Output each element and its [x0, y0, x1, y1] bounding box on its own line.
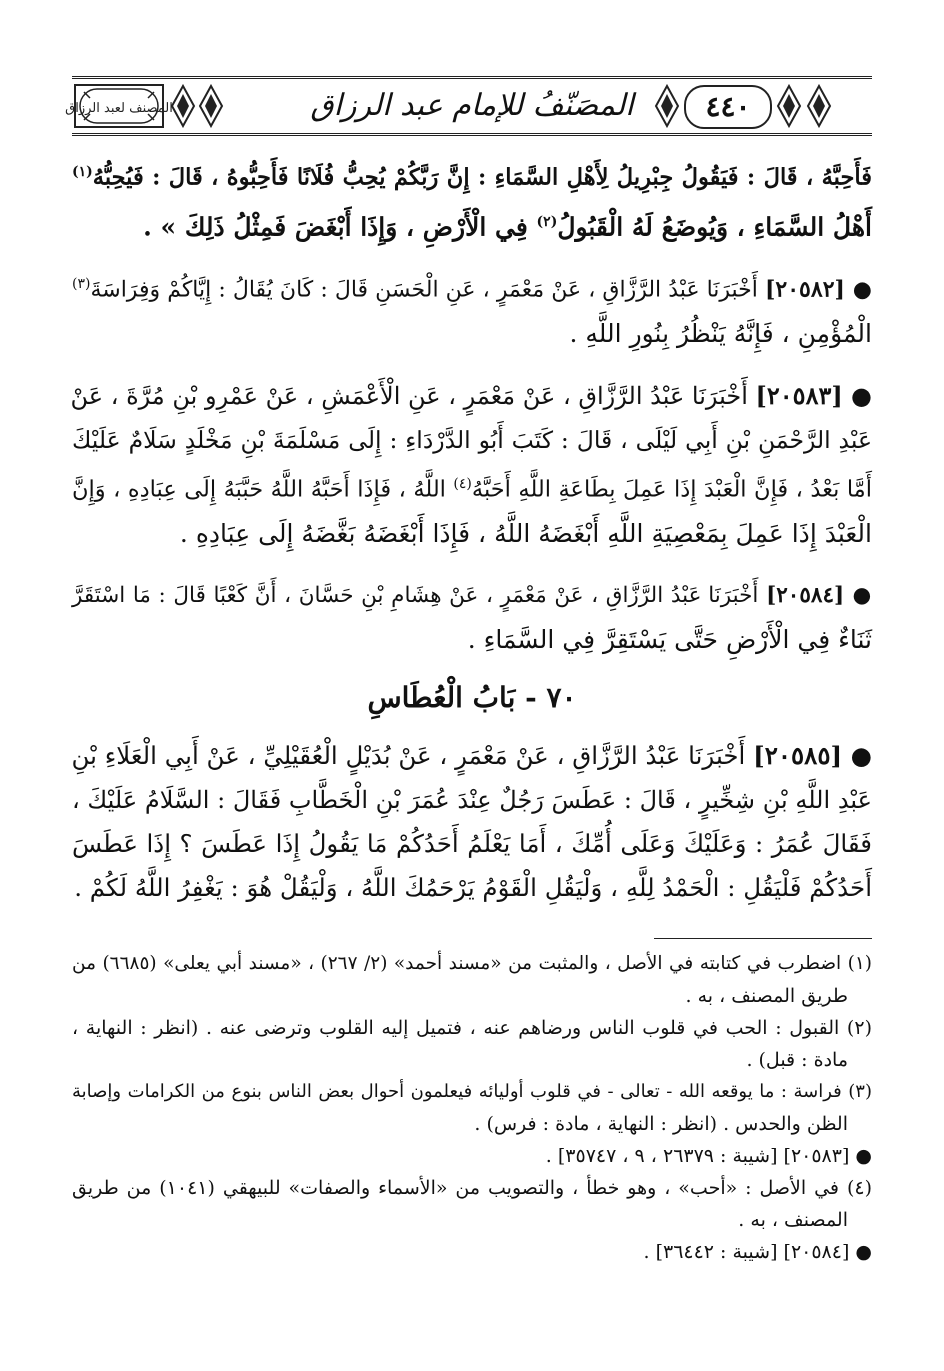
text-line	[72, 312, 872, 356]
footnote-line: (٤) في الأصل : «أحب» ، وهو خطأ ، والتصويب من «الأسماء والصفات» للبيهقي (١٠٤١) من طريق	[72, 1177, 872, 1199]
footnote-line: (٣) فراسة : ما يوقعه الله - تعالى - في قلوب أوليائه فيعلمون أحوال بعض الناس بنوع من الكرامات وإصابة	[72, 1081, 872, 1102]
text-span: أَحَدُكُمْ فَلْيَقُلِ : الْحَمْدُ لِلَّهِ ، وَلْيَقُلِ الْقَوْمُ يَرْحَمُكَ اللَّهُ ، وَلْيَقُلْ هُوَ : يَغْفِرُ اللَّهُ لَكُمْ .	[74, 873, 872, 902]
text-span: الْعَبْدَ إِذَا عَمِلَ بِمَعْصِيَةِ اللَّهِ أَبْغَضَهُ اللَّهُ ، فَإِذَا أَبْغَضَهُ بَغَّضَهُ إِلَى عِبَادِهِ .	[179, 518, 872, 548]
cross-reference: ● [٢٠٥٨٣] [شيبة : ٢٦٣٧٩ ، ٩ ، ٣٥٧٤٧] .	[545, 1145, 872, 1167]
page-header	[65, 76, 872, 136]
svg-text:المصنف لعبد الرزاق: المصنف لعبد الرزاق	[65, 101, 173, 116]
text-span: أَخْبَرَنَا عَبْدُ الرَّزَّاقِ ، عَنْ مَعْمَرٍ ، عَنْ بُدَيْلٍ الْعُقَيْلِيِّ ، عَنْ أَبِي الْعَلَاءِ بْنِ	[71, 741, 746, 770]
text-line	[72, 262, 872, 312]
text-line	[72, 200, 872, 249]
hadith-20582	[72, 262, 872, 356]
text-line	[72, 150, 872, 200]
text-span: أَخْبَرَنَا عَبْدُ الرَّزَّاقِ ، عَنْ مَعْمَرٍ ، عَنِ الْحَسَنِ قَالَ : كَانَ يُقَالُ : إِيَّاكُمْ وَفِرَاسَةَ	[90, 277, 758, 303]
footnote-line: الظن والحدس . (انظر : النهاية ، مادة : فرس) .	[474, 1113, 848, 1135]
text-line	[72, 778, 872, 822]
footnote-line: المصنف ، به .	[738, 1209, 848, 1231]
text-span: أَخْبَرَنَا عَبْدُ الرَّزَّاقِ ، عَنْ مَعْمَرٍ ، عَنْ هِشَامِ بْنِ حَسَّانَ ، أَنَّ كَعْبًا قَالَ : مَا اسْتَقَرَّ	[72, 583, 759, 608]
diamond-ornament-icon	[776, 84, 802, 128]
text-span: فَأَحِبَّهُ ، قَالَ : فَيَقُولُ جِبْرِيلُ لِأَهْلِ السَّمَاءِ : إِنَّ رَبَّكُمْ يُحِبُّ فُلَانًا فَأَحِبُّوهُ ، قَالَ : فَيُحِبُّهُ	[92, 164, 872, 191]
page-number: ٤٤٠	[684, 85, 772, 129]
text-span: أَهْلُ السَّمَاءِ ، وَيُوضَعُ لَهُ الْقَبُولُ	[557, 211, 872, 241]
text-line	[72, 418, 872, 462]
header-top-rule	[72, 76, 872, 79]
diamond-ornament-icon	[806, 84, 832, 128]
chapter-heading: ٧٠ - بَابُ الْعُطَاسِ	[367, 681, 577, 714]
diamond-ornament-icon	[198, 84, 224, 128]
text-span: أَمَّا بَعْدُ ، فَإِنَّ الْعَبْدَ إِذَا عَمِلَ بِطَاعَةِ اللَّهِ أَحَبَّهُ	[471, 476, 872, 503]
footnote-line: (١) اضطرب في كتابته في الأصل ، والمثبت من «مسند أحمد» (٢/ ٢٦٧) ، «مسند أبي يعلى» (٦٦٨٥) من	[72, 953, 872, 974]
footnote-ref: (٣)	[72, 276, 91, 292]
text-span: ثَنَاءٌ فِي الْأَرْضِ حَتَّى يَسْتَقِرَّ فِي السَّمَاءِ .	[467, 625, 872, 654]
text-span: اللَّهُ ، فَإِذَا أَحَبَّهُ اللَّهُ حَبَّبَهُ إِلَى عِبَادِهِ ، وَإِنَّ	[72, 476, 446, 503]
continuation-paragraph	[72, 150, 872, 249]
footnote-ref: (٢)	[536, 213, 558, 230]
footnotes	[72, 948, 872, 1268]
text-line	[72, 822, 872, 866]
hadith-number: ● [٢٠٥٨٤]	[766, 583, 873, 608]
hadith-number: ● [٢٠٥٨٥]	[753, 741, 872, 770]
text-span: عَبْدِ اللَّهِ بْنِ شِخِّيرٍ ، قَالَ : عَطَسَ رَجُلٌ عِنْدَ عُمَرَ بْنِ الْخَطَّابِ فَقَالَ : السَّلَامُ عَلَيْكَ ،	[72, 786, 872, 814]
footnote-line: طريق المصنف ، به .	[685, 985, 848, 1007]
footnote-ref: (٤)	[453, 476, 472, 492]
text-line	[72, 734, 872, 778]
text-span: الْمُؤْمِنِ ، فَإِنَّهُ يَنْظُرُ بِنُورِ اللَّهِ .	[569, 319, 872, 349]
header-bottom-rule	[72, 133, 872, 136]
ornament-emblem-icon	[65, 84, 173, 128]
hadith-number: ● [٢٠٥٨٣]	[755, 381, 872, 410]
hadith-20585	[72, 734, 872, 910]
footnote-line: (٢) القبول : الحب في قلوب الناس ورضاهم عنه ، فتميل إليه القلوب وترضى عنه . (انظر : النهاية ،	[72, 1017, 872, 1039]
diamond-ornament-icon	[170, 84, 196, 128]
text-line	[72, 462, 872, 512]
text-span: عَبْدِ الرَّحْمَنِ بْنِ أَبِي لَيْلَى ، قَالَ : كَتَبَ أَبُو الدَّرْدَاءِ : إِلَى مَسْلَمَةَ بْنِ مَخْلَدٍ سَلَامٌ عَلَيْكَ	[72, 426, 872, 454]
footnote-line: مادة : قبل) .	[746, 1049, 848, 1071]
text-span: فِي الْأَرْضِ ، وَإِذَا أَبْغَضَ فَمِثْلُ ذَلِكَ » .	[143, 211, 528, 241]
diamond-ornament-icon	[654, 84, 680, 128]
text-line	[72, 866, 872, 910]
text-line	[72, 374, 872, 418]
hadith-20583	[72, 374, 872, 556]
cross-reference: ● [٢٠٥٨٤] [شيبة : ٣٦٤٤٢] .	[643, 1241, 872, 1263]
text-line	[72, 574, 872, 618]
footnote-divider	[654, 938, 872, 939]
text-line	[72, 512, 872, 556]
text-line	[72, 618, 872, 662]
running-title: المصَنّفُ للإمام عبد الرزاق	[310, 88, 634, 123]
footnote-ref: (١)	[72, 164, 93, 180]
text-span: فَقَالَ عُمَرُ : وَعَلَيْكَ وَعَلَى أُمِّكَ ، أَمَا يَعْلَمُ أَحَدُكُمْ مَا يَقُولُ إِذَا عَطَسَ ؟ إِذَا عَطَسَ	[72, 829, 872, 858]
hadith-20584	[72, 574, 872, 662]
text-span: أَخْبَرَنَا عَبْدُ الرَّزَّاقِ ، عَنْ مَعْمَرٍ ، عَنِ الْأَعْمَشِ ، عَنْ عَمْرِو بْنِ مُرَّةَ ، عَنْ	[70, 382, 748, 410]
hadith-number: ● [٢٠٥٨٢]	[765, 276, 873, 303]
